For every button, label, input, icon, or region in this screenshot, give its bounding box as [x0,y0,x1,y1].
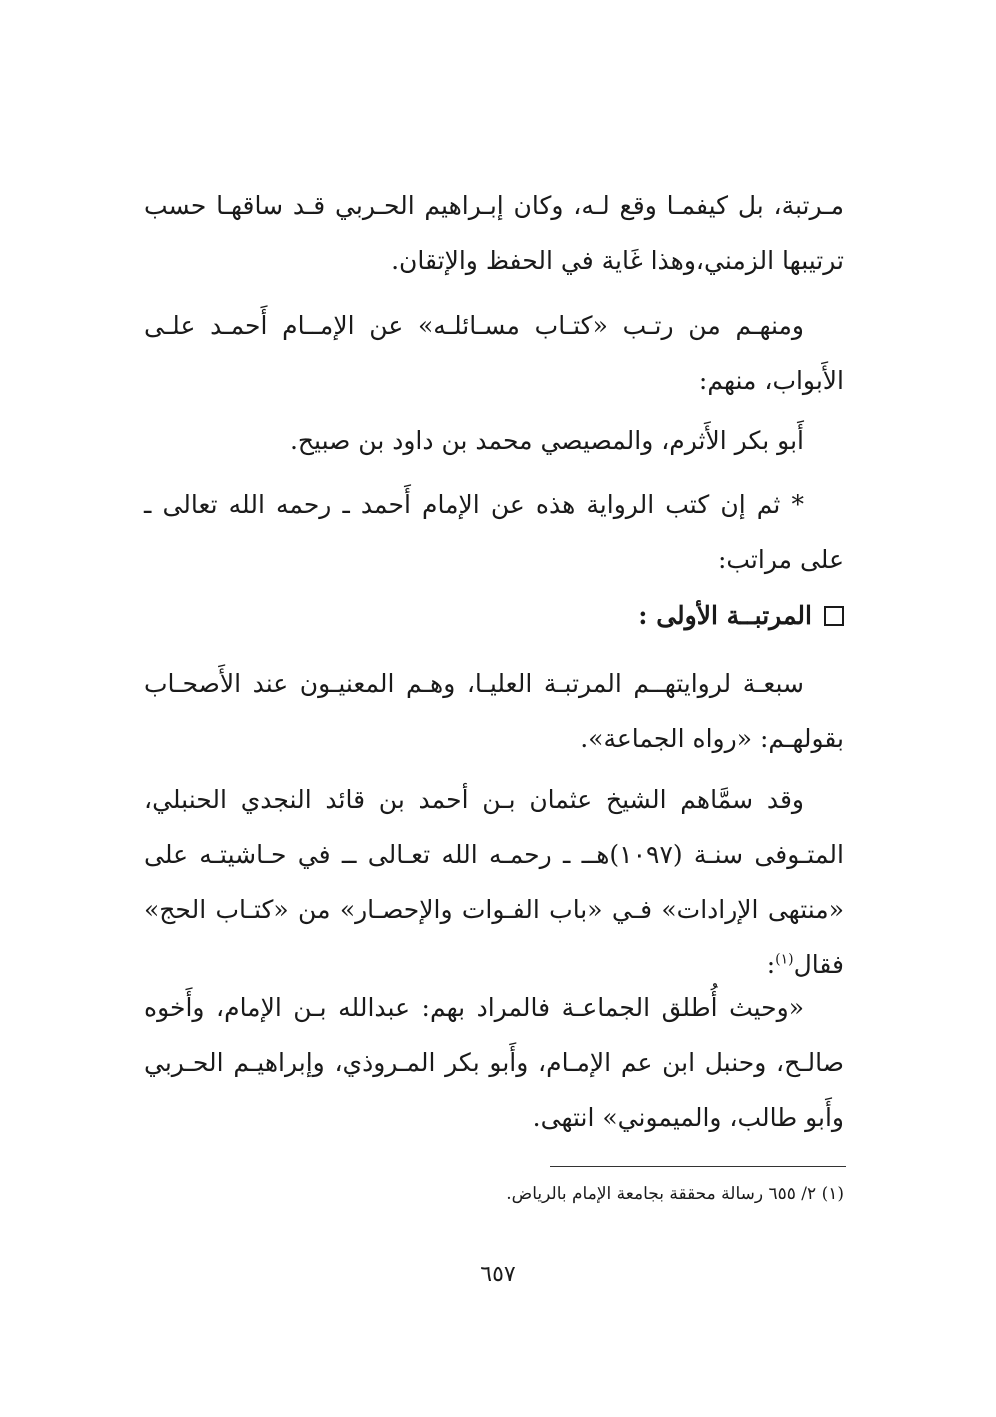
footnote: (١) ٢/ ٦٥٥ رسالة محققة بجامعة الإمام بالرياض. [506,1184,844,1204]
section-heading-text: المرتبــة الأولى : [638,601,812,630]
paragraph-7: «وحيث أُطلق الجماعـة فالمراد بهم: عبدالله بـن الإمام، وأَخوه صالـح، وحنبل ابن عم الإمـام، وأَبو بكر المـروذي، وإبراهيـم الحـربي وأَبو طالب، والميموني» انتهى. [144,993,844,1132]
paragraph-6-end: : [766,950,776,979]
footnote-marker[interactable]: (١) [775,951,794,968]
paragraph-4: * ثم إن كتب الرواية هذه عن الإمام أَحمد ـ رحمه الله تعالى ـ على مراتب: [144,490,844,574]
paragraph-5: سبعـة لروايتهــم المرتبـة العليـا، وهـم المعنيـون عند الأَصحـاب بقولهـم: «رواه الجماعة». [144,669,844,753]
page-number: ٦٥٧ [480,1262,516,1287]
paragraph-6-text: وقد سمَّاهم الشيخ عثمان بـن أحمد بن قائد النجدي الحنبلي، المتـوفى سنـة (١٠٩٧)هــ ـ رحمـه الله تعـالى ــ في حـاشيتـه على «منتهى الإرادات» فـي «باب الفـوات والإحصـار» من «كتـاب الحج» فقال [144,785,844,979]
footnote-divider [550,1166,846,1167]
paragraph-6 [144,772,844,992]
square-bullet-icon [824,606,844,626]
paragraph-1: مـرتبة، بل كيفمـا وقع لـه، وكان إبـراهيم الحـربي قـد ساقهـا حسب ترتيبها الزمني،وهذا غَاية في الحفظ والإتقان. [144,191,844,275]
paragraph-3: أَبو بكر الأَثرم، والمصيصي محمد بن داود بن صبيح. [289,426,804,455]
section-heading [638,588,844,643]
paragraph-2: ومنهـم من رتـب «كتـاب مسـائلـه» عن الإمــام أَحمـد علـى الأَبواب، منهم: [144,311,844,395]
